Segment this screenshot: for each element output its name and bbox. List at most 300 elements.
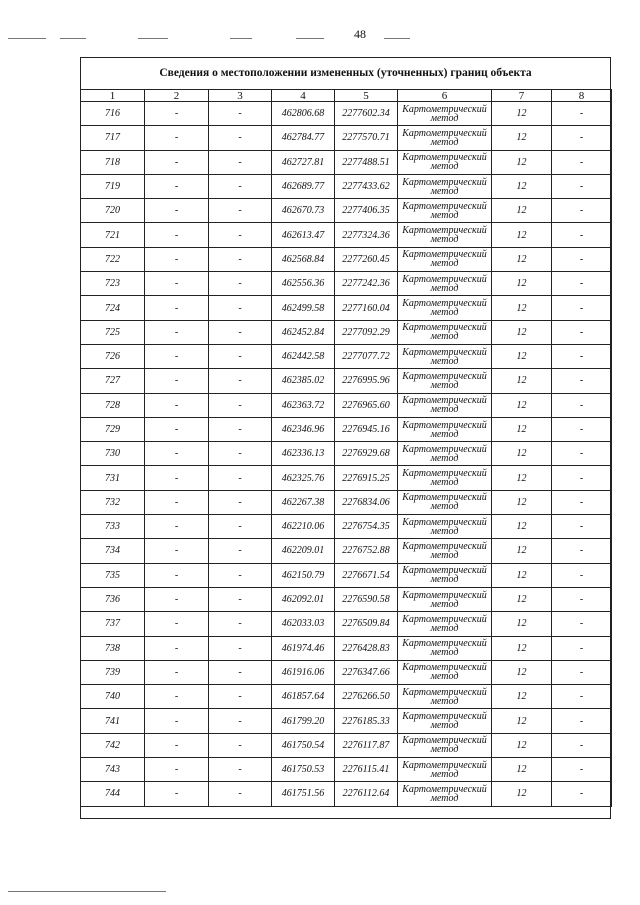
x-coordinate-cell: 462346.96 bbox=[272, 417, 335, 441]
accuracy-cell: 12 bbox=[492, 490, 552, 514]
method-line1: Картометрический bbox=[402, 249, 487, 261]
method-cell bbox=[398, 417, 492, 441]
col2-cell: - bbox=[145, 587, 209, 611]
x-coordinate-cell: 462556.36 bbox=[272, 272, 335, 296]
x-coordinate-cell: 462385.02 bbox=[272, 369, 335, 393]
method-line2: метод bbox=[430, 671, 459, 683]
table-row bbox=[81, 490, 612, 514]
accuracy-cell: 12 bbox=[492, 442, 552, 466]
col8-cell: - bbox=[552, 369, 612, 393]
accuracy-cell: 12 bbox=[492, 174, 552, 198]
point-number-cell: 716 bbox=[81, 102, 145, 126]
method-line1: Картометрический bbox=[402, 395, 487, 407]
table-row bbox=[81, 782, 612, 806]
col3-cell: - bbox=[209, 102, 272, 126]
method-line2: метод bbox=[430, 744, 459, 756]
table-row bbox=[81, 636, 612, 660]
col3-cell: - bbox=[209, 539, 272, 563]
method-line1: Картометрический bbox=[402, 200, 487, 212]
col3-cell: - bbox=[209, 442, 272, 466]
point-number-cell: 732 bbox=[81, 490, 145, 514]
y-coordinate-cell: 2276754.35 bbox=[335, 515, 398, 539]
method-line1: Картометрический bbox=[402, 225, 487, 237]
method-cell bbox=[398, 442, 492, 466]
point-number-cell: 720 bbox=[81, 199, 145, 223]
col2-cell: - bbox=[145, 685, 209, 709]
point-number-cell: 728 bbox=[81, 393, 145, 417]
col3-cell: - bbox=[209, 563, 272, 587]
point-number-cell: 744 bbox=[81, 782, 145, 806]
method-line2: метод bbox=[430, 768, 459, 780]
method-cell bbox=[398, 223, 492, 247]
col3-cell: - bbox=[209, 466, 272, 490]
y-coordinate-cell: 2276347.66 bbox=[335, 660, 398, 684]
accuracy-cell: 12 bbox=[492, 417, 552, 441]
col8-cell: - bbox=[552, 660, 612, 684]
col2-cell: - bbox=[145, 782, 209, 806]
method-cell bbox=[398, 587, 492, 611]
accuracy-cell: 12 bbox=[492, 563, 552, 587]
point-number-cell: 742 bbox=[81, 733, 145, 757]
accuracy-cell: 12 bbox=[492, 150, 552, 174]
col2-cell: - bbox=[145, 102, 209, 126]
accuracy-cell: 12 bbox=[492, 758, 552, 782]
method-cell bbox=[398, 466, 492, 490]
point-number-cell: 719 bbox=[81, 174, 145, 198]
x-coordinate-cell: 461750.54 bbox=[272, 733, 335, 757]
col3-cell: - bbox=[209, 393, 272, 417]
col2-cell: - bbox=[145, 150, 209, 174]
method-line2: метод bbox=[430, 234, 459, 246]
accuracy-cell: 12 bbox=[492, 223, 552, 247]
method-line1: Картометрический bbox=[402, 322, 487, 334]
col2-cell: - bbox=[145, 636, 209, 660]
method-line2: метод bbox=[430, 282, 459, 294]
point-number-cell: 718 bbox=[81, 150, 145, 174]
accuracy-cell: 12 bbox=[492, 636, 552, 660]
method-line1: Картометрический bbox=[402, 638, 487, 650]
y-coordinate-cell: 2276915.25 bbox=[335, 466, 398, 490]
col3-cell: - bbox=[209, 247, 272, 271]
point-number-cell: 733 bbox=[81, 515, 145, 539]
y-coordinate-cell: 2277092.29 bbox=[335, 320, 398, 344]
col8-cell: - bbox=[552, 539, 612, 563]
col2-cell: - bbox=[145, 539, 209, 563]
col2-cell: - bbox=[145, 417, 209, 441]
method-line2: метод bbox=[430, 477, 459, 489]
col3-cell: - bbox=[209, 636, 272, 660]
point-number-cell: 725 bbox=[81, 320, 145, 344]
table-row bbox=[81, 247, 612, 271]
accuracy-cell: 12 bbox=[492, 320, 552, 344]
method-line2: метод bbox=[430, 258, 459, 270]
header-rule-segment bbox=[138, 38, 168, 39]
col3-cell: - bbox=[209, 223, 272, 247]
y-coordinate-cell: 2277077.72 bbox=[335, 344, 398, 368]
y-coordinate-cell: 2276834.06 bbox=[335, 490, 398, 514]
accuracy-cell: 12 bbox=[492, 466, 552, 490]
method-line2: метод bbox=[430, 112, 459, 124]
y-coordinate-cell: 2276112.64 bbox=[335, 782, 398, 806]
col3-cell: - bbox=[209, 685, 272, 709]
col8-cell: - bbox=[552, 636, 612, 660]
col3-cell: - bbox=[209, 490, 272, 514]
method-cell bbox=[398, 709, 492, 733]
col8-cell: - bbox=[552, 320, 612, 344]
table-row bbox=[81, 272, 612, 296]
method-line2: метод bbox=[430, 355, 459, 367]
point-number-cell: 738 bbox=[81, 636, 145, 660]
y-coordinate-cell: 2276929.68 bbox=[335, 442, 398, 466]
col8-cell: - bbox=[552, 296, 612, 320]
col2-cell: - bbox=[145, 612, 209, 636]
x-coordinate-cell: 462806.68 bbox=[272, 102, 335, 126]
method-line1: Картометрический bbox=[402, 443, 487, 455]
x-coordinate-cell: 462209.01 bbox=[272, 539, 335, 563]
page-number: 48 bbox=[354, 27, 366, 41]
point-number-cell: 729 bbox=[81, 417, 145, 441]
col8-cell: - bbox=[552, 490, 612, 514]
table-row bbox=[81, 150, 612, 174]
method-line2: метод bbox=[430, 404, 459, 416]
y-coordinate-cell: 2277406.35 bbox=[335, 199, 398, 223]
col8-cell: - bbox=[552, 782, 612, 806]
col2-cell: - bbox=[145, 442, 209, 466]
method-line2: метод bbox=[430, 598, 459, 610]
point-number-cell: 730 bbox=[81, 442, 145, 466]
col8-cell: - bbox=[552, 126, 612, 150]
method-line2: метод bbox=[430, 209, 459, 221]
table-title: Сведения о местоположении измененных (уточненных) границ объекта bbox=[159, 67, 532, 79]
y-coordinate-cell: 2277602.34 bbox=[335, 102, 398, 126]
x-coordinate-cell: 461751.56 bbox=[272, 782, 335, 806]
x-coordinate-cell: 462727.81 bbox=[272, 150, 335, 174]
method-line1: Картометрический bbox=[402, 370, 487, 382]
header-rule-segment bbox=[8, 38, 46, 39]
method-line2: метод bbox=[430, 136, 459, 148]
header-rule-segment bbox=[230, 38, 252, 39]
col2-cell: - bbox=[145, 733, 209, 757]
y-coordinate-cell: 2276185.33 bbox=[335, 709, 398, 733]
table-row bbox=[81, 174, 612, 198]
y-coordinate-cell: 2276752.88 bbox=[335, 539, 398, 563]
method-line2: метод bbox=[430, 622, 459, 634]
accuracy-cell: 12 bbox=[492, 199, 552, 223]
col3-cell: - bbox=[209, 733, 272, 757]
header-rule-segment bbox=[60, 38, 86, 39]
method-line1: Картометрический bbox=[402, 613, 487, 625]
method-cell bbox=[398, 369, 492, 393]
method-line1: Картометрический bbox=[402, 565, 487, 577]
x-coordinate-cell: 462267.38 bbox=[272, 490, 335, 514]
method-line1: Картометрический bbox=[402, 492, 487, 504]
method-line2: метод bbox=[430, 331, 459, 343]
y-coordinate-cell: 2276965.60 bbox=[335, 393, 398, 417]
column-header: 4 bbox=[272, 90, 335, 102]
method-line1: Картометрический bbox=[402, 273, 487, 285]
column-header: 8 bbox=[552, 90, 612, 102]
method-line2: метод bbox=[430, 307, 459, 319]
col3-cell: - bbox=[209, 587, 272, 611]
x-coordinate-cell: 462670.73 bbox=[272, 199, 335, 223]
col8-cell: - bbox=[552, 612, 612, 636]
table-row bbox=[81, 417, 612, 441]
method-cell bbox=[398, 174, 492, 198]
accuracy-cell: 12 bbox=[492, 296, 552, 320]
table-row bbox=[81, 515, 612, 539]
method-line2: метод bbox=[430, 185, 459, 197]
coordinates-table bbox=[80, 89, 612, 807]
col3-cell: - bbox=[209, 369, 272, 393]
col2-cell: - bbox=[145, 490, 209, 514]
point-number-cell: 722 bbox=[81, 247, 145, 271]
accuracy-cell: 12 bbox=[492, 272, 552, 296]
table-row bbox=[81, 199, 612, 223]
accuracy-cell: 12 bbox=[492, 393, 552, 417]
method-cell bbox=[398, 247, 492, 271]
table-row bbox=[81, 296, 612, 320]
col8-cell: - bbox=[552, 709, 612, 733]
col3-cell: - bbox=[209, 612, 272, 636]
accuracy-cell: 12 bbox=[492, 102, 552, 126]
col8-cell: - bbox=[552, 102, 612, 126]
method-line1: Картометрический bbox=[402, 298, 487, 310]
accuracy-cell: 12 bbox=[492, 782, 552, 806]
table-row bbox=[81, 709, 612, 733]
point-number-cell: 721 bbox=[81, 223, 145, 247]
x-coordinate-cell: 461974.46 bbox=[272, 636, 335, 660]
y-coordinate-cell: 2277160.04 bbox=[335, 296, 398, 320]
col2-cell: - bbox=[145, 247, 209, 271]
method-cell bbox=[398, 296, 492, 320]
method-line1: Картометрический bbox=[402, 468, 487, 480]
y-coordinate-cell: 2277242.36 bbox=[335, 272, 398, 296]
method-cell bbox=[398, 320, 492, 344]
table-row bbox=[81, 344, 612, 368]
method-line2: метод bbox=[430, 549, 459, 561]
table-row bbox=[81, 466, 612, 490]
table-row bbox=[81, 320, 612, 344]
col2-cell: - bbox=[145, 563, 209, 587]
col2-cell: - bbox=[145, 515, 209, 539]
x-coordinate-cell: 462442.58 bbox=[272, 344, 335, 368]
accuracy-cell: 12 bbox=[492, 515, 552, 539]
method-cell bbox=[398, 660, 492, 684]
x-coordinate-cell: 461799.20 bbox=[272, 709, 335, 733]
method-line1: Картометрический bbox=[402, 711, 487, 723]
col8-cell: - bbox=[552, 150, 612, 174]
method-line1: Картометрический bbox=[402, 540, 487, 552]
point-number-cell: 739 bbox=[81, 660, 145, 684]
method-line1: Картометрический bbox=[402, 516, 487, 528]
table-row bbox=[81, 102, 612, 126]
col2-cell: - bbox=[145, 174, 209, 198]
col3-cell: - bbox=[209, 150, 272, 174]
method-line2: метод bbox=[430, 161, 459, 173]
accuracy-cell: 12 bbox=[492, 612, 552, 636]
y-coordinate-cell: 2276266.50 bbox=[335, 685, 398, 709]
col2-cell: - bbox=[145, 272, 209, 296]
table-row bbox=[81, 369, 612, 393]
x-coordinate-cell: 462452.84 bbox=[272, 320, 335, 344]
point-number-cell: 741 bbox=[81, 709, 145, 733]
column-header: 6 bbox=[398, 90, 492, 102]
col2-cell: - bbox=[145, 199, 209, 223]
method-line1: Картометрический bbox=[402, 686, 487, 698]
method-cell bbox=[398, 636, 492, 660]
accuracy-cell: 12 bbox=[492, 709, 552, 733]
col3-cell: - bbox=[209, 126, 272, 150]
col8-cell: - bbox=[552, 466, 612, 490]
col8-cell: - bbox=[552, 442, 612, 466]
method-cell bbox=[398, 612, 492, 636]
method-line1: Картометрический bbox=[402, 176, 487, 188]
col2-cell: - bbox=[145, 393, 209, 417]
col8-cell: - bbox=[552, 393, 612, 417]
col8-cell: - bbox=[552, 344, 612, 368]
accuracy-cell: 12 bbox=[492, 733, 552, 757]
table-row bbox=[81, 685, 612, 709]
y-coordinate-cell: 2276428.83 bbox=[335, 636, 398, 660]
col8-cell: - bbox=[552, 223, 612, 247]
x-coordinate-cell: 462499.58 bbox=[272, 296, 335, 320]
point-number-cell: 735 bbox=[81, 563, 145, 587]
y-coordinate-cell: 2276995.96 bbox=[335, 369, 398, 393]
col8-cell: - bbox=[552, 758, 612, 782]
accuracy-cell: 12 bbox=[492, 660, 552, 684]
method-cell bbox=[398, 344, 492, 368]
table-row bbox=[81, 126, 612, 150]
col8-cell: - bbox=[552, 174, 612, 198]
y-coordinate-cell: 2276115.41 bbox=[335, 758, 398, 782]
col3-cell: - bbox=[209, 515, 272, 539]
column-header: 5 bbox=[335, 90, 398, 102]
column-number-row bbox=[81, 90, 612, 102]
col2-cell: - bbox=[145, 320, 209, 344]
col2-cell: - bbox=[145, 758, 209, 782]
y-coordinate-cell: 2277260.45 bbox=[335, 247, 398, 271]
col8-cell: - bbox=[552, 733, 612, 757]
method-line1: Картометрический bbox=[402, 103, 487, 115]
method-line2: метод bbox=[430, 452, 459, 464]
method-cell bbox=[398, 685, 492, 709]
col3-cell: - bbox=[209, 320, 272, 344]
table-row bbox=[81, 733, 612, 757]
y-coordinate-cell: 2277488.51 bbox=[335, 150, 398, 174]
method-cell bbox=[398, 563, 492, 587]
method-line1: Картометрический bbox=[402, 662, 487, 674]
col2-cell: - bbox=[145, 296, 209, 320]
y-coordinate-cell: 2276117.87 bbox=[335, 733, 398, 757]
point-number-cell: 723 bbox=[81, 272, 145, 296]
col8-cell: - bbox=[552, 563, 612, 587]
y-coordinate-cell: 2276945.16 bbox=[335, 417, 398, 441]
y-coordinate-cell: 2277324.36 bbox=[335, 223, 398, 247]
y-coordinate-cell: 2277570.71 bbox=[335, 126, 398, 150]
method-line2: метод bbox=[430, 574, 459, 586]
table-row bbox=[81, 660, 612, 684]
method-cell bbox=[398, 782, 492, 806]
point-number-cell: 740 bbox=[81, 685, 145, 709]
method-cell bbox=[398, 102, 492, 126]
col3-cell: - bbox=[209, 660, 272, 684]
method-line2: метод bbox=[430, 501, 459, 513]
method-line1: Картометрический bbox=[402, 152, 487, 164]
x-coordinate-cell: 462568.84 bbox=[272, 247, 335, 271]
col2-cell: - bbox=[145, 344, 209, 368]
method-line1: Картометрический bbox=[402, 346, 487, 358]
col3-cell: - bbox=[209, 344, 272, 368]
method-line1: Картометрический bbox=[402, 589, 487, 601]
col2-cell: - bbox=[145, 126, 209, 150]
col8-cell: - bbox=[552, 247, 612, 271]
col2-cell: - bbox=[145, 223, 209, 247]
method-cell bbox=[398, 126, 492, 150]
y-coordinate-cell: 2276509.84 bbox=[335, 612, 398, 636]
x-coordinate-cell: 461750.53 bbox=[272, 758, 335, 782]
point-number-cell: 737 bbox=[81, 612, 145, 636]
column-header: 1 bbox=[81, 90, 145, 102]
x-coordinate-cell: 462613.47 bbox=[272, 223, 335, 247]
point-number-cell: 726 bbox=[81, 344, 145, 368]
accuracy-cell: 12 bbox=[492, 369, 552, 393]
col3-cell: - bbox=[209, 174, 272, 198]
method-cell bbox=[398, 272, 492, 296]
method-cell bbox=[398, 758, 492, 782]
x-coordinate-cell: 462689.77 bbox=[272, 174, 335, 198]
y-coordinate-cell: 2276590.58 bbox=[335, 587, 398, 611]
method-line1: Картометрический bbox=[402, 419, 487, 431]
point-number-cell: 724 bbox=[81, 296, 145, 320]
column-header: 2 bbox=[145, 90, 209, 102]
col2-cell: - bbox=[145, 466, 209, 490]
y-coordinate-cell: 2276671.54 bbox=[335, 563, 398, 587]
method-line2: метод bbox=[430, 525, 459, 537]
method-line1: Картометрический bbox=[402, 759, 487, 771]
table-row bbox=[81, 563, 612, 587]
table-row bbox=[81, 223, 612, 247]
footer-rule bbox=[8, 891, 166, 892]
accuracy-cell: 12 bbox=[492, 587, 552, 611]
col3-cell: - bbox=[209, 782, 272, 806]
col3-cell: - bbox=[209, 417, 272, 441]
accuracy-cell: 12 bbox=[492, 344, 552, 368]
method-line2: метод bbox=[430, 428, 459, 440]
table-row bbox=[81, 758, 612, 782]
x-coordinate-cell: 462784.77 bbox=[272, 126, 335, 150]
x-coordinate-cell: 462336.13 bbox=[272, 442, 335, 466]
method-cell bbox=[398, 150, 492, 174]
x-coordinate-cell: 462210.06 bbox=[272, 515, 335, 539]
method-cell bbox=[398, 490, 492, 514]
x-coordinate-cell: 462092.01 bbox=[272, 587, 335, 611]
y-coordinate-cell: 2277433.62 bbox=[335, 174, 398, 198]
point-number-cell: 717 bbox=[81, 126, 145, 150]
x-coordinate-cell: 462150.79 bbox=[272, 563, 335, 587]
method-line2: метод bbox=[430, 792, 459, 804]
table-row bbox=[81, 612, 612, 636]
x-coordinate-cell: 462325.76 bbox=[272, 466, 335, 490]
x-coordinate-cell: 461857.64 bbox=[272, 685, 335, 709]
col3-cell: - bbox=[209, 199, 272, 223]
col2-cell: - bbox=[145, 709, 209, 733]
header-rule-segment bbox=[384, 38, 410, 39]
col3-cell: - bbox=[209, 272, 272, 296]
method-line2: метод bbox=[430, 379, 459, 391]
x-coordinate-cell: 462033.03 bbox=[272, 612, 335, 636]
col3-cell: - bbox=[209, 709, 272, 733]
col3-cell: - bbox=[209, 296, 272, 320]
